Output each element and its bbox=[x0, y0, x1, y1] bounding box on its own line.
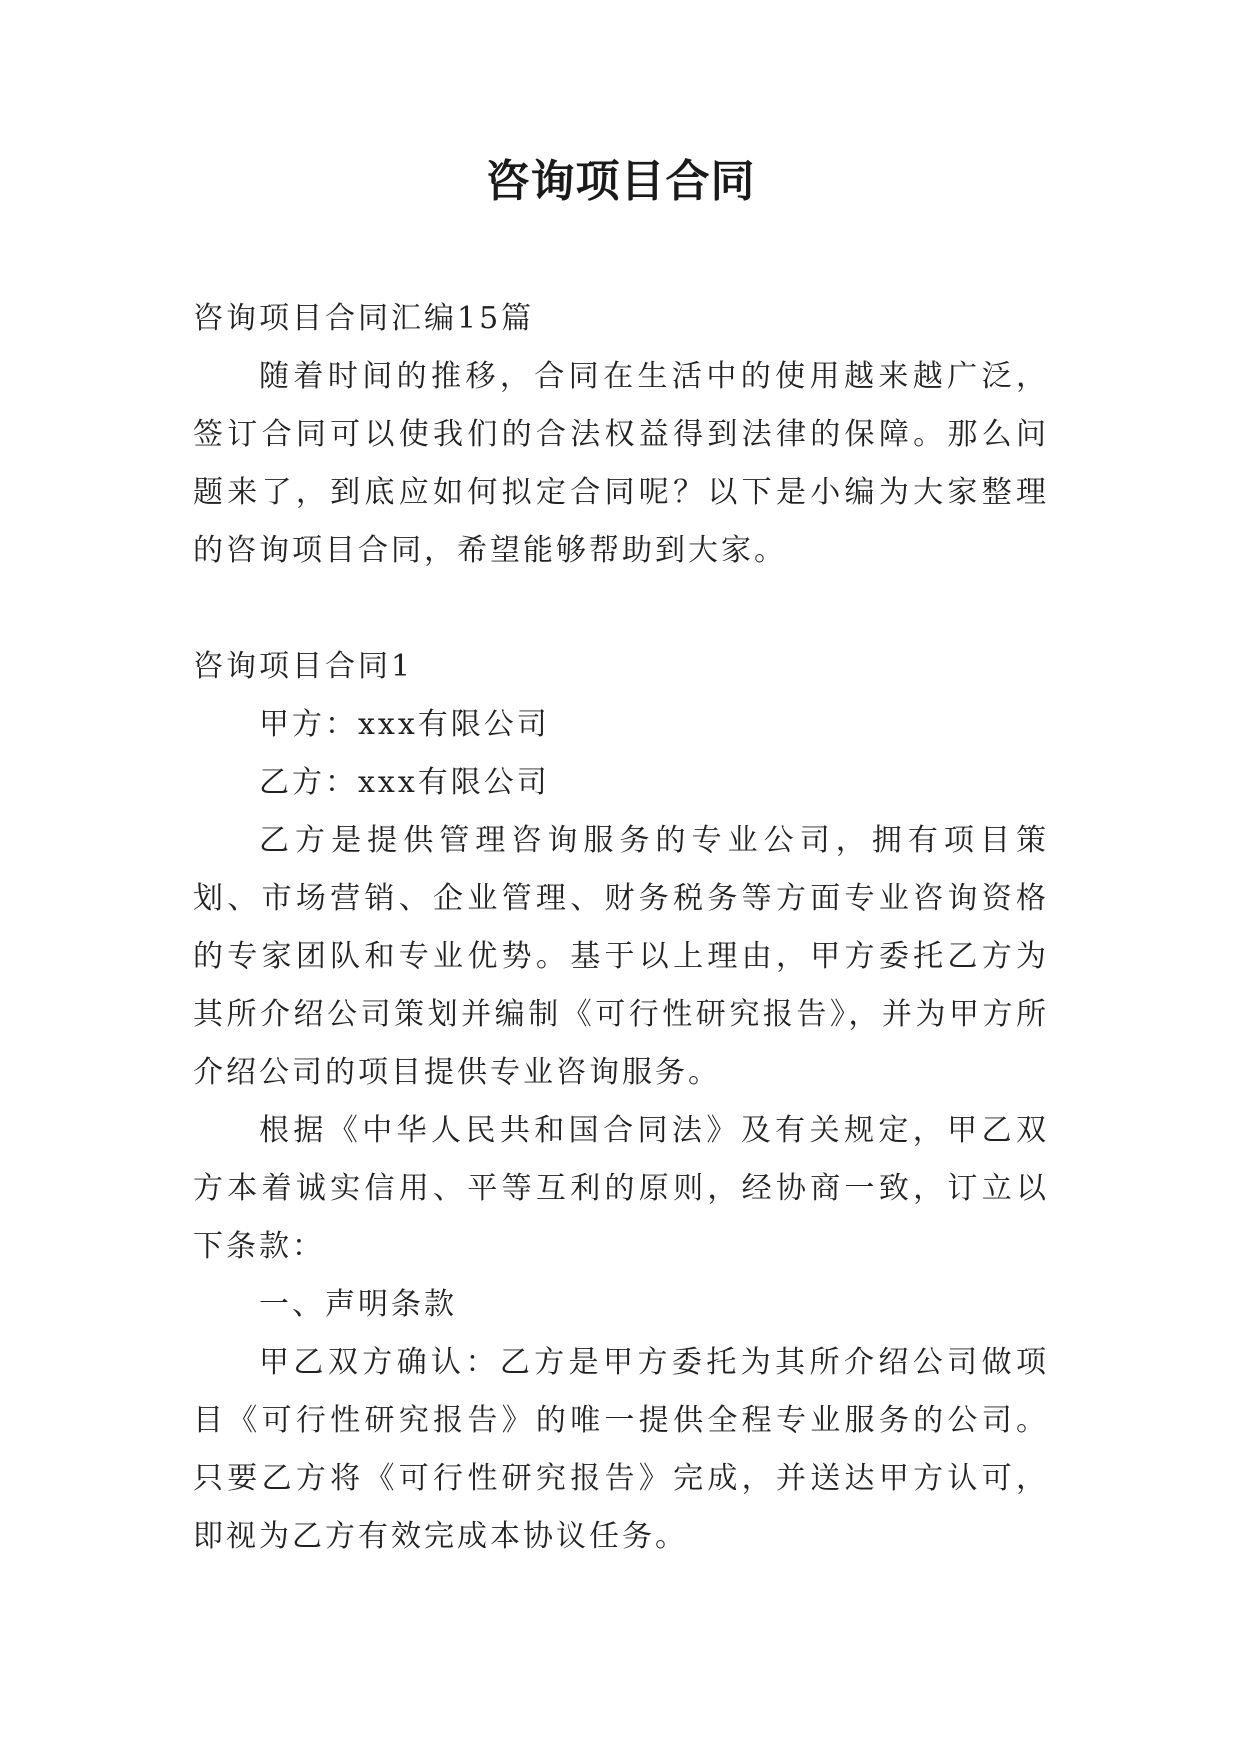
clause-heading: 一、声明条款 bbox=[259, 1287, 457, 1322]
body-paragraph: 根据《中华人民共和国合同法》及有关规定，甲乙双方本着诚实信用、平等互利的原则，经协商一致，订立以下条款： bbox=[193, 1113, 1049, 1264]
spacer bbox=[193, 580, 1049, 638]
section-heading: 咨询项目合同1 bbox=[193, 649, 414, 684]
party-a-line: 甲方：xxx有限公司 bbox=[259, 707, 550, 742]
intro-paragraph: 随着时间的推移，合同在生活中的使用越来越广泛，签订合同可以使我们的合法权益得到法律的保障。那么问题来了，到底应如何拟定合同呢？以下是小编为大家整理的咨询项目合同，希望能够帮助到大家。 bbox=[193, 359, 1049, 568]
body-paragraph: 乙方是提供管理咨询服务的专业公司，拥有项目策划、市场营销、企业管理、财务税务等方面专业咨询资格的专家团队和专业优势。基于以上理由，甲方委托乙方为其所介绍公司策划并编制《可行性研究报告》，并为甲方所介绍公司的项目提供专业咨询服务。 bbox=[193, 823, 1049, 1090]
document-body bbox=[193, 290, 1049, 1566]
party-b-line: 乙方：xxx有限公司 bbox=[259, 765, 550, 800]
document-subtitle: 咨询项目合同汇编15篇 bbox=[193, 301, 535, 336]
clause-paragraph: 甲乙双方确认：乙方是甲方委托为其所介绍公司做项目《可行性研究报告》的唯一提供全程专业服务的公司。只要乙方将《可行性研究报告》完成，并送达甲方认可，即视为乙方有效完成本协议任务。 bbox=[193, 1345, 1049, 1554]
document-title: 咨询项目合同 bbox=[485, 156, 756, 207]
